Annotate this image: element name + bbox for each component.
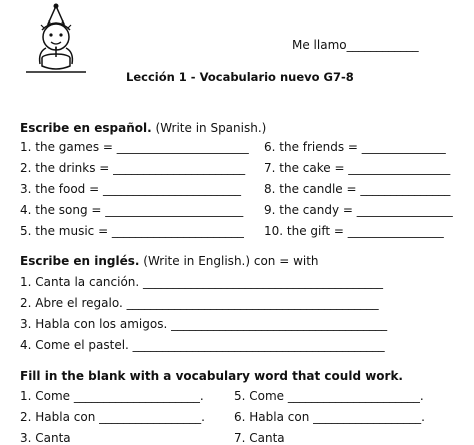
birthday-child-clipart (20, 2, 96, 74)
section2-heading-bold: Escribe en inglés. (20, 254, 140, 268)
section1-right-item-6[interactable]: 6. the friends = ______________ (264, 140, 446, 154)
section3-left-item-2[interactable]: 2. Habla con _________________. (20, 410, 205, 424)
section2-item-2[interactable]: 2. Abre el regalo. __________________________________________ (20, 296, 379, 310)
section2-item-4[interactable]: 4. Come el pastel. __________________________________________ (20, 338, 385, 352)
section3-left-item-1[interactable]: 1. Come _____________________. (20, 389, 204, 403)
page-title: Lección 1 - Vocabulario nuevo G7-8 (126, 70, 354, 84)
section1-right-item-8[interactable]: 8. the candle = _______________ (264, 182, 451, 196)
section2-heading (20, 254, 319, 268)
section3-right-item-5[interactable]: 5. Come ______________________. (234, 389, 424, 403)
name-line[interactable]: Me llamo____________ (292, 38, 419, 52)
section1-right-item-9[interactable]: 9. the candy = ________________ (264, 203, 453, 217)
section1-left-item-1[interactable]: 1. the games = ______________________ (20, 140, 249, 154)
section1-right-item-7[interactable]: 7. the cake = _________________ (264, 161, 451, 175)
section1-heading (20, 121, 266, 135)
section1-heading-bold: Escribe en español. (20, 121, 152, 135)
section3-heading: Fill in the blank with a vocabulary word that could work. (20, 369, 403, 383)
section3-left-item-3[interactable]: 3. Canta (20, 431, 71, 445)
section1-left-item-2[interactable]: 2. the drinks = ______________________ (20, 161, 246, 175)
section1-right-item-10[interactable]: 10. the gift = ________________ (264, 224, 444, 238)
section1-left-item-5[interactable]: 5. the music = ______________________ (20, 224, 244, 238)
section1-left-item-4[interactable]: 4. the song = _______________________ (20, 203, 244, 217)
section1-heading-rest: (Write in Spanish.) (155, 121, 267, 135)
section1-left-item-3[interactable]: 3. the food = _______________________ (20, 182, 241, 196)
section3-right-item-6[interactable]: 6. Habla con __________________. (234, 410, 425, 424)
section2-item-3[interactable]: 3. Habla con los amigos. ____________________________________ (20, 317, 388, 331)
section2-item-1[interactable]: 1. Canta la canción. ________________________________________ (20, 275, 384, 289)
section2-heading-rest: (Write in English.) con = with (143, 254, 319, 268)
section3-right-item-7[interactable]: 7. Canta (234, 431, 285, 445)
